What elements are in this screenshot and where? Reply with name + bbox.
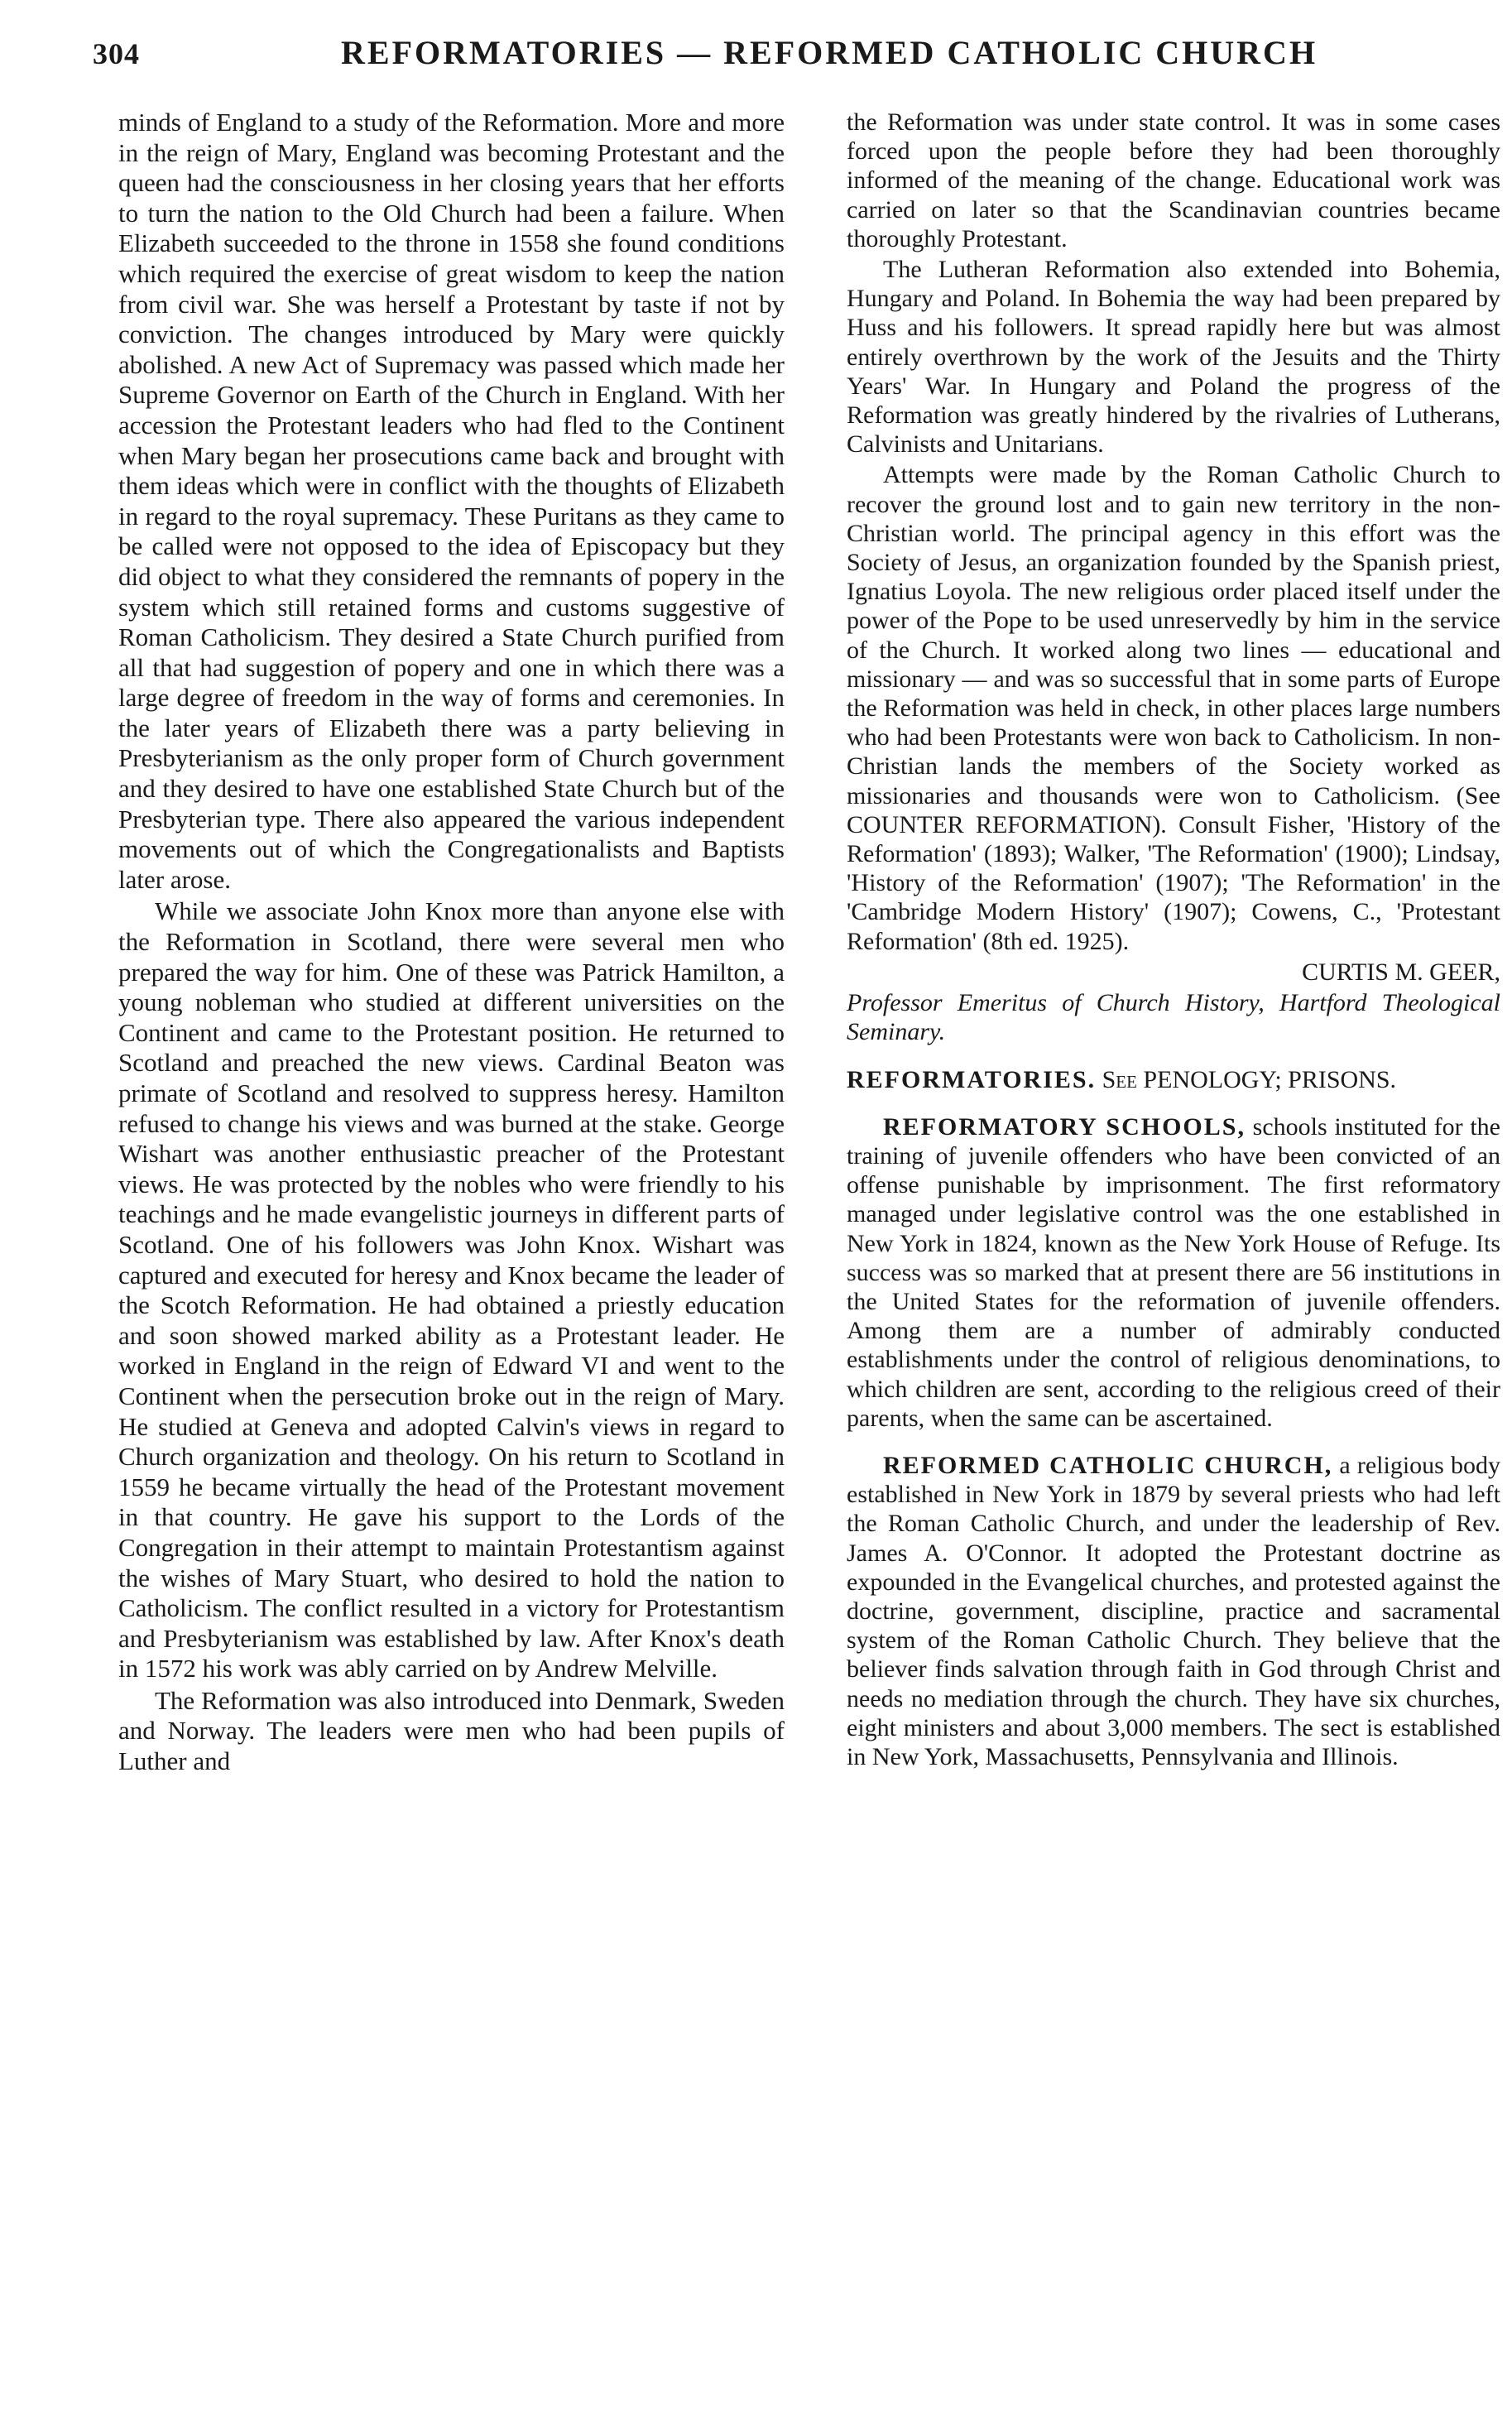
author-signature: CURTIS M. GEER, xyxy=(1302,958,1500,986)
entry-reformatories-head: REFORMATORIES. xyxy=(847,1065,1097,1093)
entry-reformed-catholic-church-text: a religious body established in New York in 1879 by several priests who had left the Roman Catholic Church, and under the leadership of Rev. James A. O'Connor. It adopted the Protestant doctrine as expounded in the Evangelical churches, and protested against the doctrine, government, discipline, practice and sacramental system of the Roman Catholic Church. They believe that the believer finds salvation through faith in God through Christ and needs no mediation through the church. They have six churches, eight ministers and about 3,000 members. The sect is established in New York, Massachusetts, Pennsylvania and Illinois. xyxy=(847,1451,1501,1770)
right-column xyxy=(847,108,1500,1771)
left-paragraph-elizabeth: minds of England to a study of the Reformation. More and more in the reign of Mary, England was becoming Protestant and the queen had the consciousness in her closing years that her efforts to turn the nation to the Old Church had been a failure. When Elizabeth succeeded to the throne in 1558 she found conditions which required the exercise of great wisdom to keep the nation from civil war. She was herself a Protestant by taste if not by conviction. The changes introduced by Mary were quickly abolished. A new Act of Supremacy was passed which made her Supreme Governor on Earth of the Church in England. With her accession the Protestant leaders who had fled to the Continent when Mary began her prosecutions came back and brought with them ideas which were in conflict with the thoughts of Elizabeth in regard to the royal supremacy. These Puritans as they came to be called were not opposed to the idea of Episcopacy but they did object to what they considered the remnants of popery in the system which still retained forms and customs suggestive of Roman Catholicism. They desired a State Church purified from all that had suggestion of popery and one in which there was a large degree of freedom in the way of forms and ceremonies. In the later years of Elizabeth there was a party believing in Presbyterianism as the only proper form of Church government and they desired to have one established State Church but of the Presbyterian type. There also appeared the various independent movements out of which the Congregationalists and Baptists later arose. xyxy=(118,108,785,894)
entry-reformatory-schools xyxy=(847,1112,1500,1433)
right-paragraph-lutheran: The Lutheran Reformation also extended into Bohemia, Hungary and Poland. In Bohemia the way had been prepared by Huss and his followers. It spread rapidly here but was almost entirely overthrown by the work of the Jesuits and the Thirty Years' War. In Hungary and Poland the progress of the Reformation was greatly hindered by the rivalries of Lutherans, Calvinists and Unitarians. xyxy=(847,256,1500,459)
left-column xyxy=(118,108,785,1777)
left-paragraph-knox: While we associate John Knox more than anyone else with the Reformation in Scotland, there were several men who prepared the way for him. One of these was Patrick Hamilton, a young nobleman who studied at different universities on the Continent and came to the Protestant position. He returned to Scotland and preached the new views. Cardinal Beaton was primate of Scotland and resolved to suppress heresy. Hamilton refused to change his views and was burned at the stake. George Wishart was another enthusiastic preacher of the Protestant views. He was protected by the nobles who were friendly to his teachings and he made evangelistic journeys in different parts of Scotland. One of his followers was John Knox. Wishart was captured and executed for heresy and Knox became the leader of the Scotch Reformation. He had obtained a priestly education and soon showed marked ability as a Protestant leader. He worked in England in the reign of Edward VI and went to the Continent when the persecution broke out in the reign of Mary. He studied at Geneva and adopted Calvin's views in regard to Church organization and theology. On his return to Scotland in 1559 he became virtually the head of the Protestant movement in that country. He gave his support to the Lords of the Congregation in their attempt to maintain Protestantism against the wishes of Mary Stuart, who desired to hold the nation to Catholicism. The conflict resulted in a victory for Protestantism and Presbyterianism was established by law. After Knox's death in 1572 his work was ably carried on by Andrew Melville. xyxy=(118,896,785,1684)
right-paragraph-scandinavia-cont: the Reformation was under state control. It was in some cases forced upon the people before they had been thoroughly informed of the meaning of the change. Educational work was carried on later so that the Scandinavian countries became thoroughly Protestant. xyxy=(847,108,1500,252)
entry-reformed-catholic-church xyxy=(847,1451,1500,1771)
entry-reformatories xyxy=(847,1065,1500,1094)
page-header xyxy=(93,33,1318,83)
entry-reformed-catholic-church-head: REFORMED CATHOLIC CHURCH, xyxy=(883,1451,1333,1479)
running-head: REFORMATORIES — REFORMED CATHOLIC CHURCH xyxy=(341,34,1318,71)
left-paragraph-scandinavia: The Reformation was also introduced into Denmark, Sweden and Norway. The leaders were men who had been pupils of Luther and xyxy=(118,1685,785,1776)
author-title: Professor Emeritus of Church History, Hartford Theological Seminary. xyxy=(847,989,1500,1046)
entry-reformatories-text: See PENOLOGY; PRISONS. xyxy=(1102,1065,1397,1093)
entry-reformatory-schools-text: schools instituted for the training of juvenile offenders who have been convicted of an offense punishable by imprisonment. The first reformatory managed under legislative control was the one established in New York in 1824, known as the New York House of Refuge. Its success was so marked that at present there are 56 institutions in the United States for the reformation of juvenile offenders. Among them are a number of admirably conducted establishments under the control of religious denominations, to which children are sent, according to the religious creed of their parents, when the same can be ascertained. xyxy=(847,1112,1500,1432)
page-number: 304 xyxy=(93,37,140,70)
right-paragraph-jesuits: Attempts were made by the Roman Catholic Church to recover the ground lost and to gain new territory in the non-Christian world. The principal agency in this effort was the Society of Jesus, an organization founded by the Spanish priest, Ignatius Loyola. The new religious order placed itself under the power of the Pope to be used unreservedly by him in the service of the Church. It worked along two lines — educational and missionary — and was so successful that in some parts of Europe the Reformation was held in check, in other places large numbers who had been Protestants were won back to Catholicism. In non-Christian lands the members of the Society worked as missionaries and thousands were won to Catholicism. (See COUNTER REFORMATION). Consult Fisher, 'History of the Reformation' (1893); Walker, 'The Reformation' (1900); Lindsay, 'History of the Reformation' (1907); 'The Reformation' in the 'Cambridge Modern History' (1907); Cowens, C., 'Protestant Reformation' (8th ed. 1925). xyxy=(847,461,1500,955)
entry-reformatory-schools-head: REFORMATORY SCHOOLS, xyxy=(883,1112,1246,1141)
